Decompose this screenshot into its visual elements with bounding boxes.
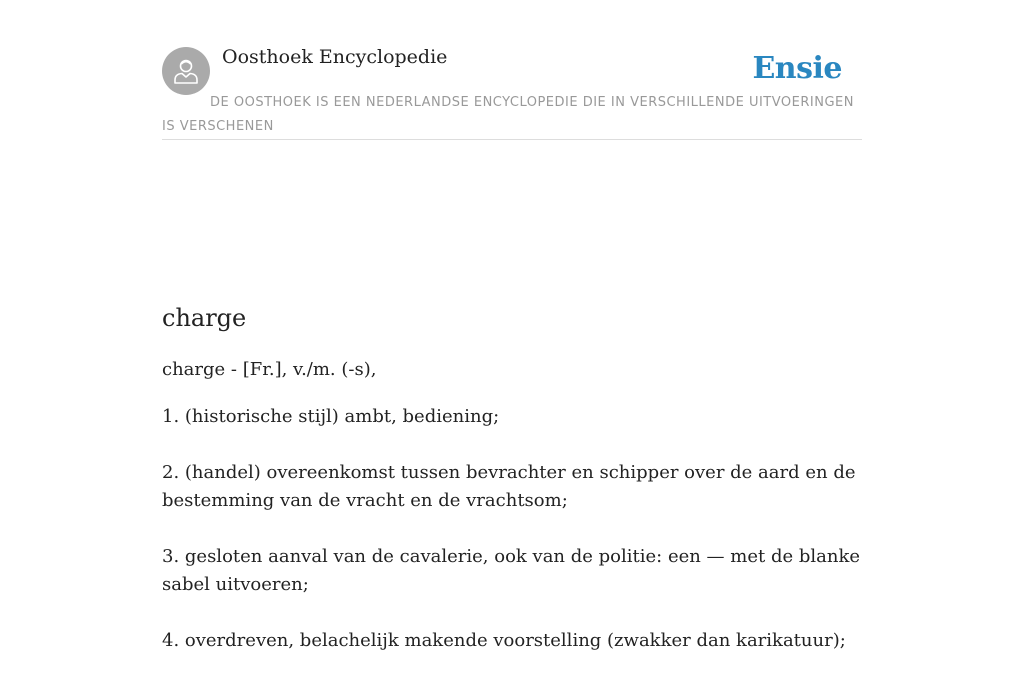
definition-list [162, 403, 862, 683]
ensie-logo[interactable]: Ensie [752, 51, 842, 86]
entry-intro: charge - [Fr.], v./m. (-s), [162, 359, 377, 380]
person-outline-icon [171, 56, 201, 86]
page [162, 0, 862, 651]
definition-item: 3. gesloten aanval van de cavalerie, ook van de politie: een — met de blanke sabel uitvoeren; [162, 546, 861, 595]
definition-item: 1. (historische stijl) ambt, bediening; [162, 406, 500, 427]
definition-item: 4. overdreven, belachelijk makende voorstelling (zwakker dan karikatuur); [162, 630, 846, 651]
user-avatar-icon[interactable] [162, 47, 210, 95]
source-description: DE OOSTHOEK IS EEN NEDERLANDSE ENCYCLOPEDIE DIE IN VERSCHILLENDE UITVOERINGEN IS VERSCHENEN [162, 95, 854, 134]
source-name[interactable]: Oosthoek Encyclopedie [222, 46, 448, 68]
source-header [162, 0, 862, 140]
entry-title: charge [162, 304, 247, 332]
definition-item: 2. (handel) overeenkomst tussen bevrachter en schipper over de aard en de bestemming van de vracht en de vrachtsom; [162, 462, 856, 511]
